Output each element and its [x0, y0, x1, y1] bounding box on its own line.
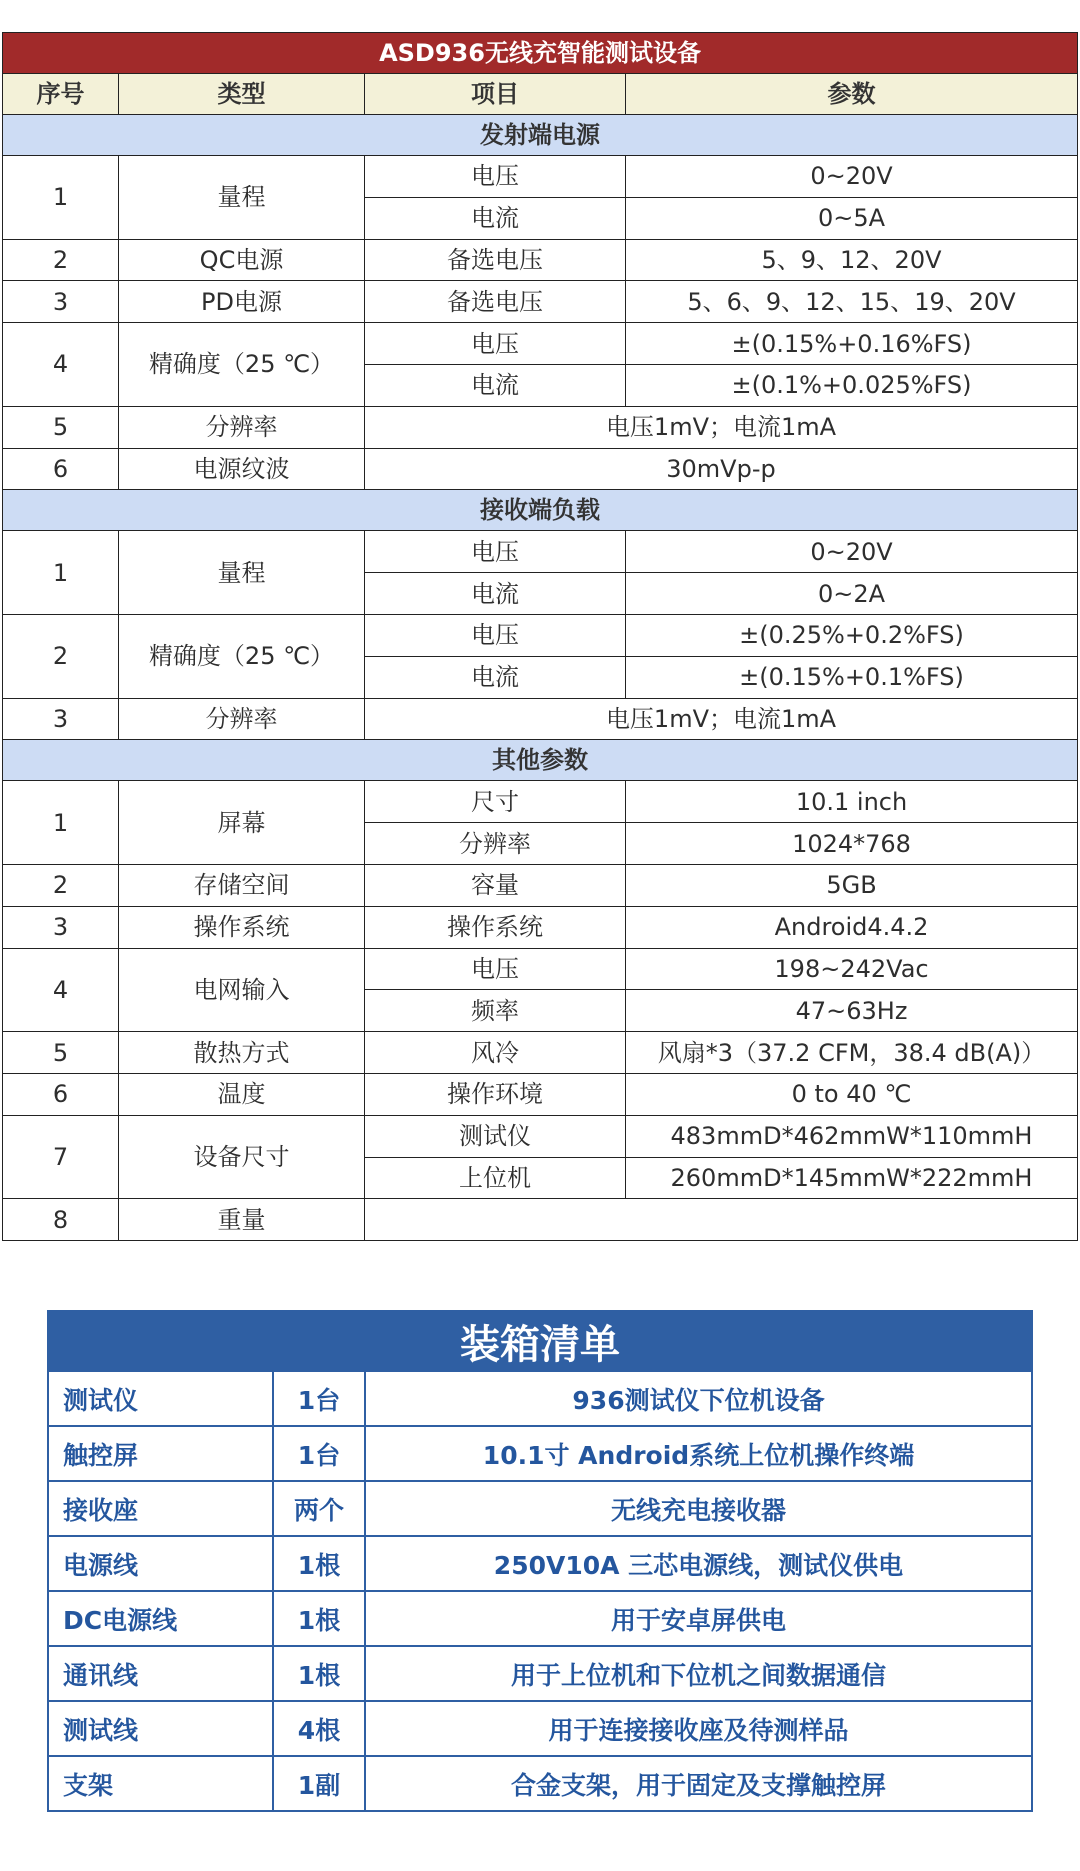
spec-row [3, 323, 1078, 365]
packing-item-desc: 用于安卓屏供电 [365, 1591, 1032, 1646]
spec-no: 8 [3, 1199, 119, 1241]
spec-no: 1 [3, 156, 119, 240]
spec-item: 电流 [365, 573, 626, 615]
spec-row [3, 239, 1078, 281]
spec-param: 0~5A [626, 197, 1078, 239]
spec-table-body [3, 33, 1078, 1241]
spec-no: 1 [3, 531, 119, 615]
packing-row [48, 1756, 1032, 1811]
spec-param: ±(0.15%+0.1%FS) [626, 656, 1078, 698]
spec-row [3, 531, 1078, 573]
spec-param: 0~20V [626, 156, 1078, 198]
spec-row [3, 614, 1078, 656]
spec-param: 47~63Hz [626, 990, 1078, 1032]
spec-item: 电流 [365, 656, 626, 698]
packing-item-qty: 1根 [273, 1646, 365, 1701]
spec-param: 5、9、12、20V [626, 239, 1078, 281]
spec-param: 0~2A [626, 573, 1078, 615]
spec-row [3, 781, 1078, 823]
section-header-row [3, 115, 1078, 156]
packing-row [48, 1591, 1032, 1646]
packing-item-qty: 1台 [273, 1371, 365, 1426]
packing-title-row [48, 1311, 1032, 1371]
packing-item-name: 测试仪 [48, 1371, 273, 1426]
spec-param: ±(0.15%+0.16%FS) [626, 323, 1078, 365]
packing-row [48, 1536, 1032, 1591]
spec-row [3, 281, 1078, 323]
spec-type: 设备尺寸 [119, 1115, 365, 1199]
spec-type: 屏幕 [119, 781, 365, 865]
spec-type: PD电源 [119, 281, 365, 323]
spec-type: QC电源 [119, 239, 365, 281]
packing-item-desc: 用于上位机和下位机之间数据通信 [365, 1646, 1032, 1701]
spec-row [3, 1073, 1078, 1115]
spec-param: 5GB [626, 864, 1078, 906]
spec-row [3, 698, 1078, 740]
packing-item-desc: 10.1寸 Android系统上位机操作终端 [365, 1426, 1032, 1481]
spec-type: 电网输入 [119, 948, 365, 1032]
section-header-row [3, 490, 1078, 531]
spec-item: 风冷 [365, 1032, 626, 1074]
packing-item-qty: 1台 [273, 1426, 365, 1481]
spec-item: 操作环境 [365, 1073, 626, 1115]
spec-param: 0 to 40 ℃ [626, 1073, 1078, 1115]
spec-item: 备选电压 [365, 239, 626, 281]
packing-item-name: 电源线 [48, 1536, 273, 1591]
spec-row [3, 406, 1078, 448]
header-no: 序号 [3, 74, 119, 115]
spec-item: 容量 [365, 864, 626, 906]
packing-row [48, 1481, 1032, 1536]
spec-no: 4 [3, 323, 119, 407]
spec-no: 7 [3, 1115, 119, 1199]
spec-row [3, 1115, 1078, 1157]
spec-no: 2 [3, 864, 119, 906]
packing-item-desc: 250V10A 三芯电源线，测试仪供电 [365, 1536, 1032, 1591]
spec-item: 电压 [365, 948, 626, 990]
spec-type: 分辨率 [119, 406, 365, 448]
spec-item: 电压 [365, 614, 626, 656]
spec-row [3, 1199, 1078, 1241]
spec-param: ±(0.25%+0.2%FS) [626, 614, 1078, 656]
spec-type: 分辨率 [119, 698, 365, 740]
spec-no: 2 [3, 614, 119, 698]
packing-item-name: 测试线 [48, 1701, 273, 1756]
spec-merged-value [365, 1199, 1078, 1241]
spec-type: 量程 [119, 531, 365, 615]
section-title: 发射端电源 [3, 115, 1078, 156]
spec-param: Android4.4.2 [626, 906, 1078, 948]
packing-item-qty: 4根 [273, 1701, 365, 1756]
spec-param: 风扇*3（37.2 CFM，38.4 dB(A)） [626, 1032, 1078, 1074]
spec-item: 备选电压 [365, 281, 626, 323]
spec-row [3, 906, 1078, 948]
packing-item-desc: 用于连接接收座及待测样品 [365, 1701, 1032, 1756]
spec-title-row [3, 33, 1078, 74]
spec-merged-value: 电压1mV；电流1mA [365, 698, 1078, 740]
spec-type: 重量 [119, 1199, 365, 1241]
spec-param: 10.1 inch [626, 781, 1078, 823]
spec-header-row [3, 74, 1078, 115]
spec-param: 260mmD*145mmW*222mmH [626, 1157, 1078, 1199]
spec-item: 测试仪 [365, 1115, 626, 1157]
spec-type: 散热方式 [119, 1032, 365, 1074]
spec-no: 4 [3, 948, 119, 1032]
section-title: 其他参数 [3, 740, 1078, 781]
spec-type: 精确度（25 ℃） [119, 323, 365, 407]
spec-no: 2 [3, 239, 119, 281]
spec-row [3, 1032, 1078, 1074]
spec-row [3, 448, 1078, 490]
spec-param: 1024*768 [626, 823, 1078, 865]
packing-item-name: 通讯线 [48, 1646, 273, 1701]
spec-row [3, 948, 1078, 990]
packing-list-body [48, 1311, 1032, 1811]
spec-item: 电流 [365, 197, 626, 239]
spec-type: 量程 [119, 156, 365, 240]
packing-row [48, 1371, 1032, 1426]
spec-type: 温度 [119, 1073, 365, 1115]
spec-no: 1 [3, 781, 119, 865]
spec-param: 5、6、9、12、15、19、20V [626, 281, 1078, 323]
header-param: 参数 [626, 74, 1078, 115]
packing-item-qty: 1根 [273, 1536, 365, 1591]
spec-row [3, 864, 1078, 906]
packing-row [48, 1701, 1032, 1756]
spec-no: 3 [3, 906, 119, 948]
spec-param: 483mmD*462mmW*110mmH [626, 1115, 1078, 1157]
packing-item-qty: 1根 [273, 1591, 365, 1646]
spec-param: ±(0.1%+0.025%FS) [626, 364, 1078, 406]
spec-item: 分辨率 [365, 823, 626, 865]
packing-item-qty: 1副 [273, 1756, 365, 1811]
header-type: 类型 [119, 74, 365, 115]
spec-no: 6 [3, 448, 119, 490]
spec-item: 电流 [365, 364, 626, 406]
spec-item: 电压 [365, 156, 626, 198]
packing-item-desc: 合金支架，用于固定及支撑触控屏 [365, 1756, 1032, 1811]
spec-no: 3 [3, 698, 119, 740]
spec-no: 3 [3, 281, 119, 323]
packing-item-name: 接收座 [48, 1481, 273, 1536]
packing-item-qty: 两个 [273, 1481, 365, 1536]
spec-no: 6 [3, 1073, 119, 1115]
spec-merged-value: 30mVp-p [365, 448, 1078, 490]
spec-type: 电源纹波 [119, 448, 365, 490]
section-header-row [3, 740, 1078, 781]
spec-item: 电压 [365, 531, 626, 573]
spec-title: ASD936无线充智能测试设备 [3, 33, 1078, 74]
spec-type: 存储空间 [119, 864, 365, 906]
section-title: 接收端负载 [3, 490, 1078, 531]
spec-item: 操作系统 [365, 906, 626, 948]
packing-list-table [47, 1310, 1033, 1812]
spec-type: 操作系统 [119, 906, 365, 948]
spec-no: 5 [3, 1032, 119, 1074]
spec-table [2, 32, 1078, 1241]
spec-merged-value: 电压1mV；电流1mA [365, 406, 1078, 448]
spec-param: 0~20V [626, 531, 1078, 573]
packing-row [48, 1426, 1032, 1481]
packing-item-desc: 936测试仪下位机设备 [365, 1371, 1032, 1426]
packing-title: 装箱清单 [48, 1311, 1032, 1371]
spec-param: 198~242Vac [626, 948, 1078, 990]
spec-no: 5 [3, 406, 119, 448]
packing-item-desc: 无线充电接收器 [365, 1481, 1032, 1536]
header-item: 项目 [365, 74, 626, 115]
spec-item: 尺寸 [365, 781, 626, 823]
spec-item: 上位机 [365, 1157, 626, 1199]
packing-item-name: 支架 [48, 1756, 273, 1811]
packing-item-name: DC电源线 [48, 1591, 273, 1646]
packing-item-name: 触控屏 [48, 1426, 273, 1481]
spec-item: 电压 [365, 323, 626, 365]
spec-item: 频率 [365, 990, 626, 1032]
spec-type: 精确度（25 ℃） [119, 614, 365, 698]
packing-row [48, 1646, 1032, 1701]
spec-row [3, 156, 1078, 198]
